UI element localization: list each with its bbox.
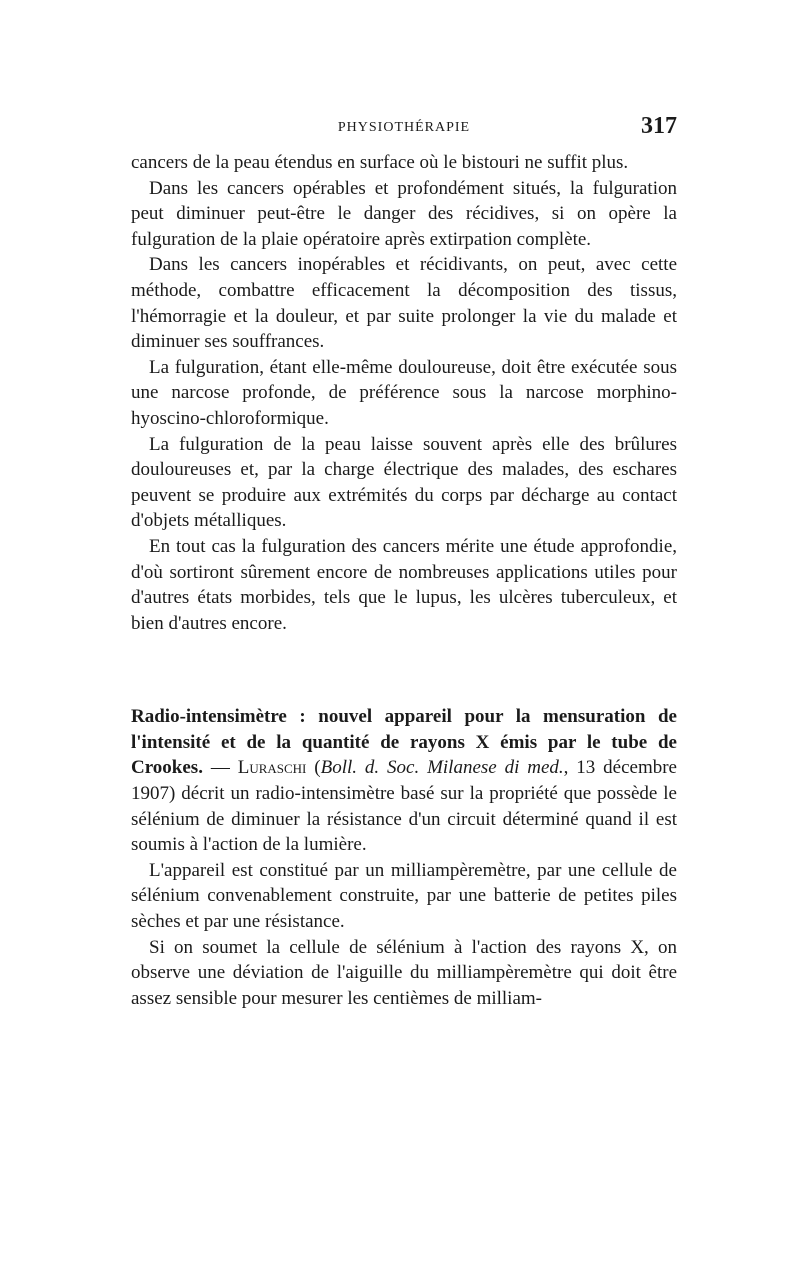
paragraph-3: Dans les cancers inopérables et récidivants, on peut, avec cette méthode, combattre efficacement la décomposition des tissus, l'hémorragie et la douleur, et par suite prolonger la vie du malade et diminuer ses souffrances. [131,254,677,353]
article-ref-open: ( [306,757,321,779]
paragraph-4: La fulguration, étant elle-même douloureuse, doit être exécutée sous une narcose profonde, de préférence sous la narcose morphino-hyoscino-chloroformique. [131,356,677,429]
article-dash: — [202,757,238,779]
paragraph-2: Dans les cancers opérables et profondément situés, la fulguration peut diminuer peut-être le danger des récidives, si on opère la fulguration de la plaie opératoire après extirpation complète. [131,177,677,250]
paragraph-6: En tout cas la fulguration des cancers mérite une étude approfondie, d'où sortiront sûrement encore de nombreuses applications utiles pour d'autres états morbides, tels que le lupus, les ulcères tuberculeux, et bien d'autres encore. [131,535,677,634]
page-header [131,112,677,142]
article-ref-rest: , 13 décembre 1907) décrit un radio-intensimètre basé sur la propriété que possède le sélénium de diminuer la résistance d'un circuit déterminé quand il est soumis à l'action de la lumière. [131,757,677,856]
article-paragraph-2: Si on soumet la cellule de sélénium à l'action des rayons X, on observe une déviation de l'aiguille du milliampèremètre qui doit être assez sensible pour mesurer les centièmes de milliam- [131,936,677,1009]
document-page [131,112,677,1011]
article-paragraph-1: L'appareil est constitué par un milliampèremètre, par une cellule de sélénium convenablement construite, par une batterie de petites piles sèches et par une résistance. [131,859,677,933]
article-journal: Boll. d. Soc. Milanese di med. [320,757,564,779]
article-title: Radio-intensimètre : nouvel appareil pour la mensuration de l'intensité et de la quantité de rayons X émis par le tube de Crookes. [131,706,677,779]
section-gap [131,636,677,704]
article-lead [131,704,677,858]
running-title: PHYSIOTHÉRAPIE [337,120,471,135]
paragraph-5: La fulguration de la peau laisse souvent après elle des brûlures douloureuses et, par la charge électrique des malades, des eschares peuvent se produire aux extrémités du corps par décharge au contact d'objets métalliques. [131,433,677,532]
paragraph-1: cancers de la peau étendus en surface où le bistouri ne suffit plus. [131,152,629,173]
article-author: Luraschi [237,757,307,779]
page-number: 317 [641,113,677,139]
